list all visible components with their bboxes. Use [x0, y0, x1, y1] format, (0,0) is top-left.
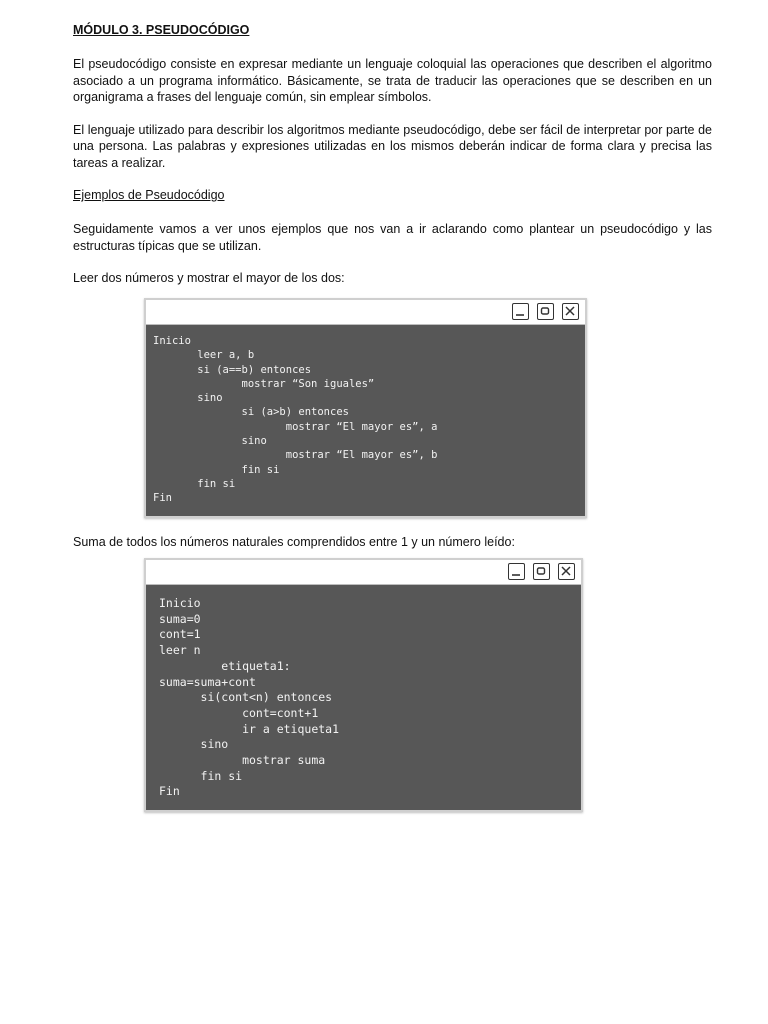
code-line: si(cont<n) entonces [159, 690, 333, 705]
code-line: Fin [159, 784, 180, 799]
maximize-icon[interactable] [537, 303, 554, 320]
code-line: mostrar “El mayor es”, a [153, 420, 438, 433]
code-line: Inicio [159, 596, 201, 610]
code-line: si (a>b) entonces [153, 406, 349, 419]
code-line: si (a==b) entonces [153, 363, 312, 376]
code-line: mostrar “El mayor es”, b [153, 449, 438, 462]
code-line: mostrar “Son iguales” [153, 377, 375, 390]
minimize-icon[interactable] [508, 563, 525, 580]
example1-code [153, 334, 437, 506]
close-icon[interactable] [562, 303, 579, 320]
close-icon[interactable] [558, 563, 575, 580]
code-line: Inicio [153, 335, 191, 347]
paragraph-language: El lenguaje utilizado para describir los algoritmos mediante pseudocódigo, debe ser fácil de interpretar por parte de una persona. Las palabras y expresiones utilizadas en los mismos deberán indicar de forma clara y precisa las tareas a realizar. [73, 122, 712, 170]
code-line: mostrar suma [159, 753, 326, 768]
minimize-icon[interactable] [512, 303, 529, 320]
example2-code-window [144, 558, 583, 812]
code-line: Fin [153, 492, 172, 505]
maximize-icon[interactable] [533, 563, 550, 580]
example1-titlebar [146, 300, 585, 325]
code-line: suma=suma+cont [159, 674, 256, 689]
code-line: fin si [153, 463, 280, 476]
code-line: sino [153, 435, 267, 448]
example1-caption: Leer dos números y mostrar el mayor de los dos: [73, 271, 345, 285]
paragraph-examples: Seguidamente vamos a ver unos ejemplos que nos van a ir aclarando como plantear un pseudocódigo y las estructuras típicas que se utilizan. [73, 222, 712, 253]
document-title: MÓDULO 3. PSEUDOCÓDIGO [73, 23, 250, 37]
code-line: suma=0 [159, 611, 201, 626]
code-line: fin si [159, 768, 243, 783]
example2-code [159, 596, 339, 800]
code-line: leer n [159, 643, 201, 658]
code-line: cont=1 [159, 627, 201, 642]
code-line: leer a, b [153, 349, 255, 362]
code-line: ir a etiqueta1 [159, 721, 340, 736]
example1-code-window [144, 298, 587, 518]
example2-titlebar [146, 560, 581, 585]
code-line: sino [153, 392, 223, 405]
document-page [73, 22, 712, 286]
section-title: Ejemplos de Pseudocódigo [73, 188, 225, 202]
example2-caption: Suma de todos los números naturales comprendidos entre 1 y un número leído: [73, 535, 515, 549]
code-line: etiqueta1: [159, 658, 291, 673]
code-line: fin si [153, 477, 236, 490]
code-line: sino [159, 737, 229, 752]
code-line: cont=cont+1 [159, 705, 319, 720]
paragraph-intro: El pseudocódigo consiste en expresar mediante un lenguaje coloquial las operaciones que describen el algoritmo asociado a un programa informático. Básicamente, se trata de traducir las operaciones que se describen en un organigrama a frases del lenguaje común, sin emplear símbolos. [73, 57, 712, 104]
